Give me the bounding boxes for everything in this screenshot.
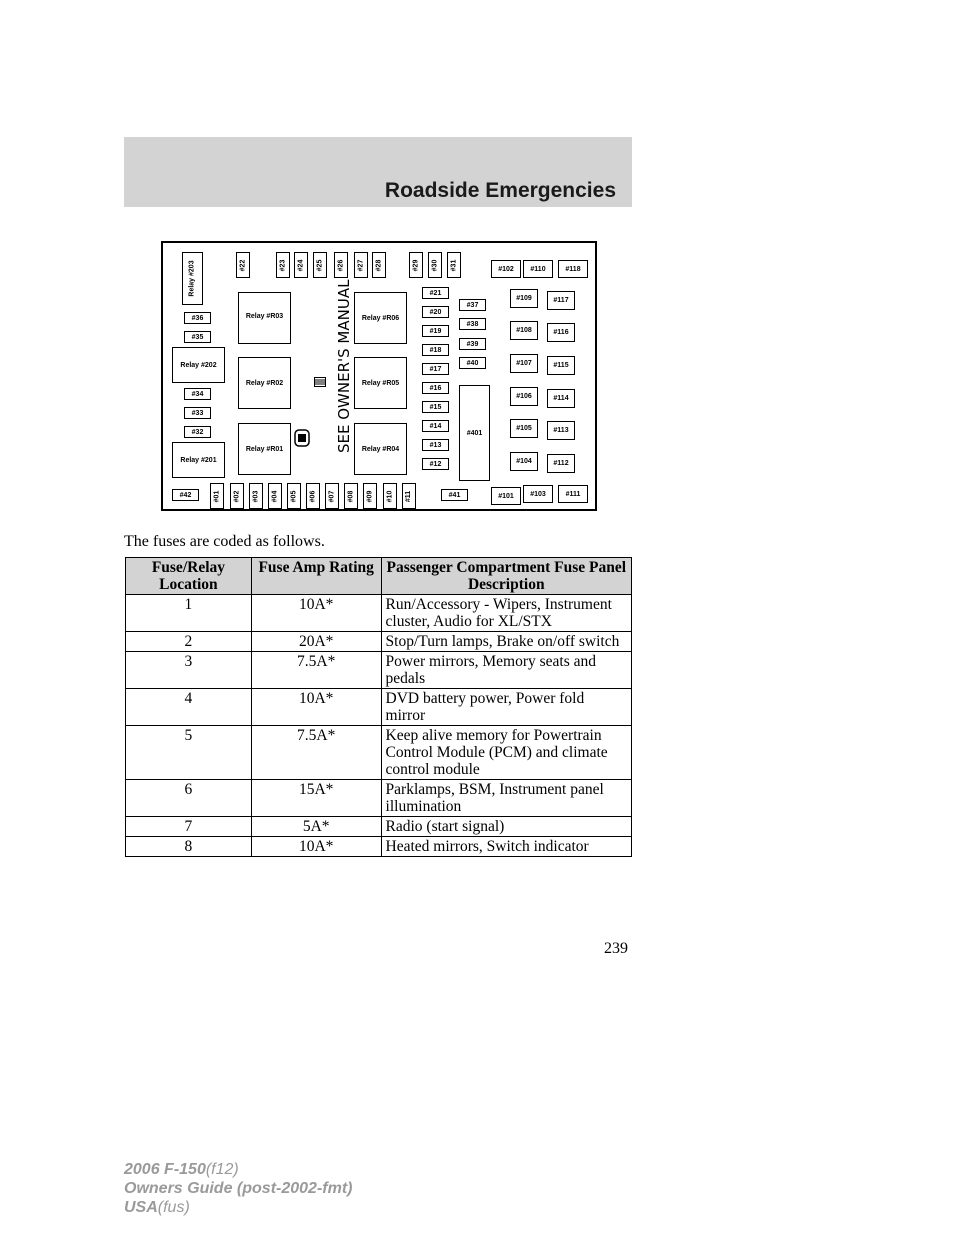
fuse-112: #112	[547, 454, 575, 473]
fuse-10: #10	[383, 483, 397, 509]
fuse-20: #20	[422, 306, 449, 318]
fuse-105: #105	[510, 419, 538, 438]
fuse-22: #22	[236, 252, 250, 278]
table-row	[126, 652, 632, 689]
fuse-09: #09	[363, 483, 377, 509]
fuse-14: #14	[422, 420, 449, 432]
see-manual-label: SEE OWNER'S MANUAL	[335, 279, 353, 453]
fuse-08: #08	[344, 483, 358, 509]
fuse-05: #05	[287, 483, 301, 509]
relay-201: Relay #201	[172, 442, 225, 478]
table-row	[126, 817, 632, 837]
fuse-13: #13	[422, 439, 449, 451]
engine-symbol-icon	[294, 429, 310, 447]
fuse-16: #16	[422, 382, 449, 394]
fuse-115: #115	[547, 356, 575, 375]
fuse-02: #02	[230, 483, 244, 509]
footer-region: USA	[124, 1199, 158, 1216]
fuse-106: #106	[510, 387, 538, 406]
table-row	[126, 726, 632, 780]
relay-r03: Relay #R03	[238, 292, 291, 344]
header-band	[124, 137, 632, 207]
table-row	[126, 780, 632, 817]
table-row	[126, 837, 632, 857]
fuse-01: #01	[210, 483, 224, 509]
cell-description: Radio (start signal)	[381, 817, 631, 837]
fuse-114: #114	[547, 389, 575, 408]
fuse-35: #35	[184, 331, 211, 343]
fuse-37: #37	[459, 299, 486, 311]
cell-location: 4	[126, 689, 252, 726]
column-header-description: Passenger Compartment Fuse Panel Description	[381, 558, 631, 595]
table-row	[126, 689, 632, 726]
intro-text: The fuses are coded as follows.	[124, 533, 325, 550]
fuse-110: #110	[523, 260, 553, 278]
cell-description: Power mirrors, Memory seats and pedals	[381, 652, 631, 689]
document-footer	[124, 1160, 352, 1217]
relay-202: Relay #202	[172, 347, 225, 383]
relay-r06: Relay #R06	[354, 292, 407, 344]
cell-description: Keep alive memory for Powertrain Control Module (PCM) and climate control module	[381, 726, 631, 780]
fuse-04: #04	[268, 483, 282, 509]
fuse-111: #111	[558, 485, 588, 503]
fuse-39: #39	[459, 338, 486, 350]
fuse-panel-diagram	[161, 241, 597, 511]
cell-location: 6	[126, 780, 252, 817]
cell-location: 3	[126, 652, 252, 689]
fuse-31: #31	[447, 252, 461, 278]
cell-rating: 20A*	[251, 632, 381, 652]
footer-guide: Owners Guide (post-2002-fmt)	[124, 1180, 353, 1197]
cell-rating: 10A*	[251, 837, 381, 857]
cell-description: Stop/Turn lamps, Brake on/off switch	[381, 632, 631, 652]
table-header-row	[126, 558, 632, 595]
fuse-108: #108	[510, 321, 538, 340]
relay-r04: Relay #R04	[354, 423, 407, 475]
table-row	[126, 595, 632, 632]
cell-rating: 5A*	[251, 817, 381, 837]
fuse-113: #113	[547, 421, 575, 440]
fuse-29: #29	[409, 252, 423, 278]
manual-book-icon	[314, 374, 326, 384]
fuse-116: #116	[547, 323, 575, 342]
fuse-101: #101	[491, 487, 521, 505]
cell-location: 5	[126, 726, 252, 780]
fuse-18: #18	[422, 344, 449, 356]
cell-rating: 10A*	[251, 689, 381, 726]
fuse-07: #07	[325, 483, 339, 509]
fuse-33: #33	[184, 407, 211, 419]
relay-203: Relay #203	[182, 252, 203, 305]
fuse-36: #36	[184, 312, 211, 324]
cell-description: DVD battery power, Power fold mirror	[381, 689, 631, 726]
fuse-28: #28	[372, 252, 386, 278]
fuse-102: #102	[491, 260, 521, 278]
fuse-32: #32	[184, 426, 211, 438]
page-number: 239	[604, 940, 628, 957]
fuse-38: #38	[459, 318, 486, 330]
fuse-03: #03	[249, 483, 263, 509]
fuse-103: #103	[523, 485, 553, 503]
cell-location: 2	[126, 632, 252, 652]
cell-rating: 7.5A*	[251, 726, 381, 780]
fuse-109: #109	[510, 289, 538, 308]
relay-r01: Relay #R01	[238, 423, 291, 475]
fuse-17: #17	[422, 363, 449, 375]
column-header-rating: Fuse Amp Rating	[251, 558, 381, 595]
fuse-40: #40	[459, 357, 486, 369]
footer-region-code: (fus)	[157, 1199, 190, 1216]
relay-r02: Relay #R02	[238, 357, 291, 409]
fuse-15: #15	[422, 401, 449, 413]
cell-rating: 15A*	[251, 780, 381, 817]
section-title: Roadside Emergencies	[384, 179, 616, 202]
fuse-23: #23	[276, 252, 290, 278]
fuse-25: #25	[313, 252, 327, 278]
fuse-34: #34	[184, 388, 211, 400]
cell-description: Run/Accessory - Wipers, Instrument cluster, Audio for XL/STX	[381, 595, 631, 632]
cell-description: Heated mirrors, Switch indicator	[381, 837, 631, 857]
fuse-107: #107	[510, 354, 538, 373]
cell-location: 8	[126, 837, 252, 857]
fuse-104: #104	[510, 452, 538, 471]
cell-rating: 7.5A*	[251, 652, 381, 689]
fuse-401: #401	[459, 385, 490, 481]
fuse-118: #118	[558, 260, 588, 278]
cell-location: 1	[126, 595, 252, 632]
fuse-41: #41	[441, 489, 468, 501]
fuse-24: #24	[294, 252, 308, 278]
relay-r05: Relay #R05	[354, 357, 407, 409]
fuse-table	[125, 557, 632, 857]
fuse-19: #19	[422, 325, 449, 337]
fuse-30: #30	[428, 252, 442, 278]
fuse-21: #21	[422, 287, 449, 299]
fuse-26: #26	[334, 252, 348, 278]
cell-rating: 10A*	[251, 595, 381, 632]
footer-model-code: (f12)	[205, 1161, 239, 1178]
cell-description: Parklamps, BSM, Instrument panel illumination	[381, 780, 631, 817]
cell-location: 7	[126, 817, 252, 837]
footer-model: 2006 F-150	[124, 1161, 206, 1178]
fuse-117: #117	[547, 291, 575, 310]
column-header-location: Fuse/Relay Location	[126, 558, 252, 595]
fuse-12: #12	[422, 458, 449, 470]
fuse-42: #42	[172, 489, 199, 501]
fuse-11: #11	[402, 483, 416, 509]
table-row	[126, 632, 632, 652]
fuse-27: #27	[354, 252, 368, 278]
fuse-06: #06	[306, 483, 320, 509]
